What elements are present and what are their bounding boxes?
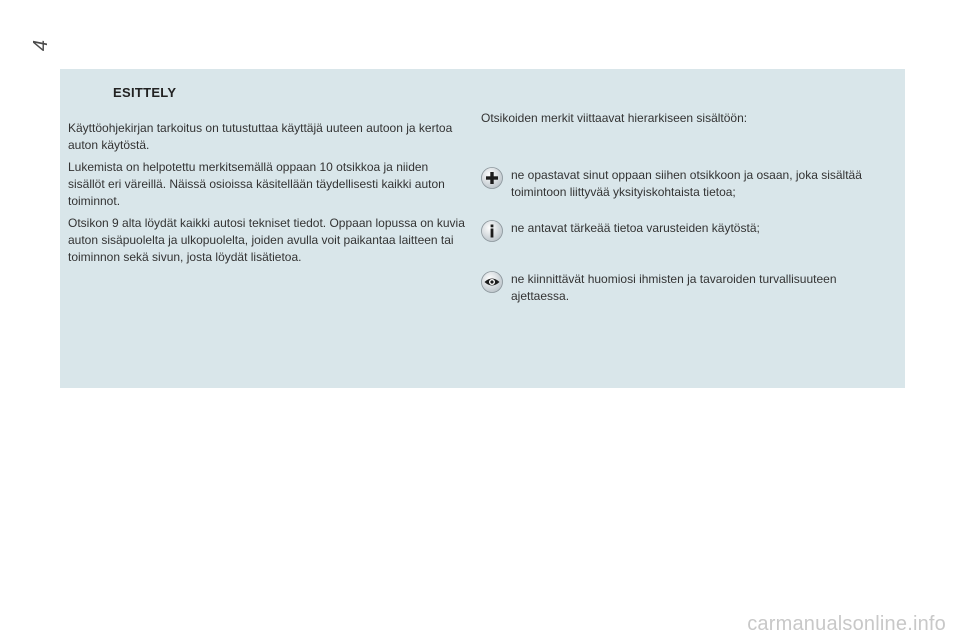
legend-intro: Otsikoiden merkit viittaavat hierarkiseen sisältöön: [481,111,748,125]
intro-text-column [68,120,468,271]
paragraph-1: Käyttöohjekirjan tarkoitus on tutustuttaa käyttäjä uuteen autoon ja kertoa auton käytöstä. [68,121,453,152]
legend-item-plus-text: ne opastavat sinut oppaan siihen otsikkoon ja osaan, joka sisältää toimintoon liittyvää yksityiskohtaista tietoa; [511,168,862,199]
section-title: ESITTELY [113,85,177,100]
page-number: 4 [30,39,53,52]
legend-item-info-text: ne antavat tärkeää tietoa varusteiden käytöstä; [511,221,760,235]
info-icon [481,220,503,242]
paragraph-3: Otsikon 9 alta löydät kaikki autosi tekniset tiedot. Oppaan lopussa on kuvia auton sisäpuolelta ja ulkopuolelta, joiden avulla voit paikantaa laitteen tai toiminnon sekä sivun, josta löydät lisätietoa. [68,216,465,264]
plus-icon [481,167,503,189]
eye-icon [481,271,503,293]
paragraph-2: Lukemista on helpotettu merkitsemällä oppaan 10 otsikkoa ja niiden sisällöt eri väreillä. Näissä osioissa käsitellään täydellisesti kaikki auton toiminnot. [68,160,445,208]
legend-item-eye-text: ne kiinnittävät huomiosi ihmisten ja tavaroiden turvallisuuteen ajettaessa. [511,272,837,303]
watermark: carmanualsonline.info [747,613,946,635]
